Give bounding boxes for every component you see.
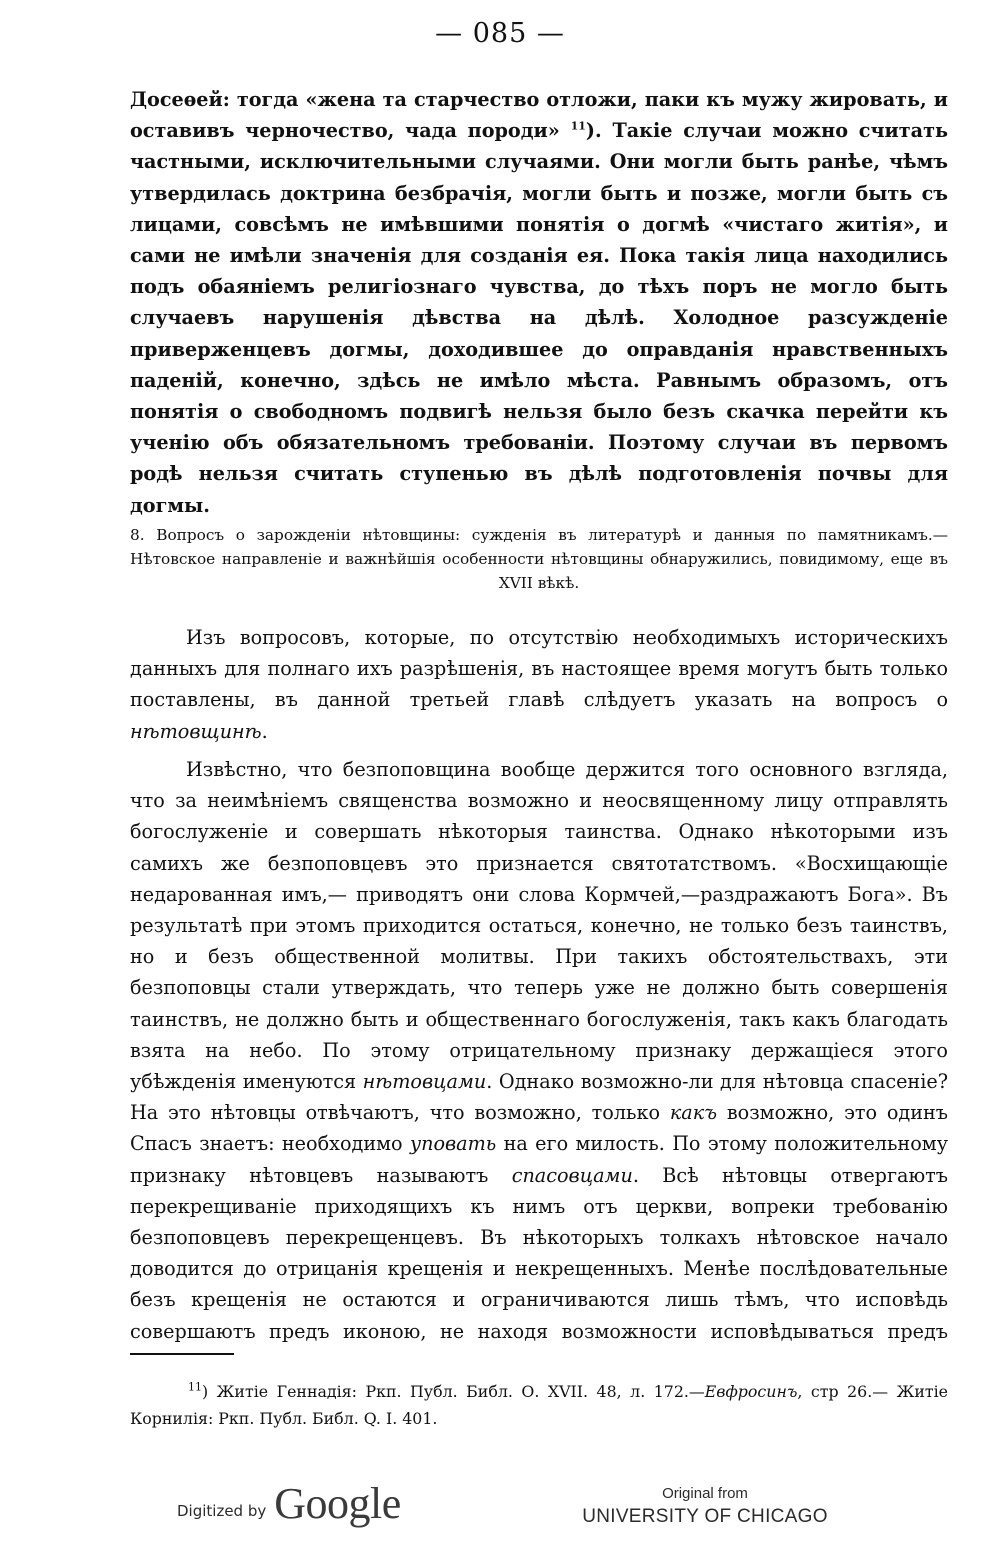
google-logo: Google [274, 1478, 401, 1528]
paragraph-2-emphasis-4: спасовцами [511, 1163, 633, 1187]
original-institution: UNIVERSITY OF CHICAGO [582, 1506, 828, 1527]
footnote-divider [130, 1353, 234, 1355]
paragraph-1 [130, 622, 948, 747]
paragraph-2-text-4: на его милость. По этому положительному признаку нѣтовцевъ называютъ [130, 1132, 948, 1187]
paragraph-2-text-2: . Однако возможно-ли для нѣтовца спасеніе? На это нѣтовцы отвѣчаютъ, что возможно, только [130, 1070, 948, 1125]
footnote-mark: 11 [188, 1380, 202, 1394]
paragraph-2-emphasis-2: какъ [669, 1101, 717, 1125]
paragraph-1-emphasis: нѣтовщинѣ [130, 719, 262, 743]
footnote-text-1: ) Житіе Геннадія: Ркп. Публ. Библ. О. XVII. 48, л. 172.— [202, 1382, 705, 1401]
paragraph-2-emphasis-3: уповать [409, 1132, 497, 1156]
digitized-by-watermark [177, 1468, 401, 1538]
paragraph-2 [130, 754, 948, 1347]
footnote-text-2: , стр 26.— Житіе Корнилія: Ркп. Публ. Библ. Q. I. 401. [130, 1382, 948, 1428]
paragraph-2-text-1: Извѣстно, что безпоповщина вообще держится того основного взгляда, что за неимѣніемъ священства возможно и неосвященному лицу отправлять богослуженіе и совершать нѣкоторыя таинства. Однако нѣкоторыми изъ самихъ же безпоповцевъ это признается святотатствомъ. «Восхищающіе недарованная имъ,— приводятъ они слова Кормчей,—раздражаютъ Бога». Въ результатѣ при этомъ приходится остаться, конечно, не только безъ таинствъ, но и безъ общественной молитвы. При такихъ обстоятельствахъ, эти безпоповцы стали утверждать, что теперь уже не должно быть совершенія таинствъ, не должно быть и общественнаго богослуженія, такъ какъ благодать взята на небо. По этому отрицательному признаку держащіеся этого убѣжденія именуются [130, 758, 948, 1094]
intro-paragraph [130, 84, 948, 521]
paragraph-2-text-3: возможно, это одинъ Спасъ знаетъ: необходимо [130, 1101, 948, 1156]
paragraph-2-text-5: . Всѣ нѣтовцы отвергаютъ перекрещиваніе приходящихъ къ нимъ отъ церкви, вопреки требованію безпоповцевъ перекрещенцевъ. Въ нѣкоторыхъ толкахъ нѣтовское начало доводится до отрицанія крещенія и некрещенныхъ. Менѣе послѣдовательные безъ крещенія не остаются и ограничиваются лишь тѣмъ, что исповѣдь совершаютъ предъ иконою, не находя возможности исповѣдываться предъ [130, 1163, 948, 1343]
digitized-label: Digitized by [177, 1502, 267, 1520]
section-heading: 8. Вопросъ о зарожденіи нѣтовщины: сужденія въ литературѣ и данныя по памятникамъ.—Нѣтовское направленіе и важнѣйшія особенности нѣтовщины обнаружились, повидимому, еще въ XVII вѣкѣ. [130, 526, 948, 592]
paragraph-1-end: . [261, 719, 268, 743]
paragraph-1-text: Изъ вопросовъ, которые, по отсутствію необходимыхъ историческихъ данныхъ для полнаго ихъ разрѣшенія, въ настоящее время могутъ быть только поставлены, въ данной третьей главѣ слѣдуетъ указать на вопросъ о [130, 626, 948, 712]
intro-text-start: Досеѳей: тогда «жена та старчество отложи, паки къ мужу жировать, и оставивъ черночество, чада породи» [130, 88, 948, 143]
intro-text-end: ). Такіе случаи можно считать частными, исключительными случаями. Они могли быть ранѣе, чѣмъ утвердилась доктрина безбрачія, могли быть и позже, могли быть съ лицами, совсѣмъ не имѣвшими понятія о догмѣ «чистаго житія», и сами не имѣли значенія для созданія ея. Пока такія лица находились подъ обаяніемъ религіознаго чувства, до тѣхъ поръ не могло быть случаевъ нарушенія дѣвства на дѣлѣ. Холодное разсужденіе приверженцевъ догмы, доходившее до оправданія нравственныхъ паденій, конечно, здѣсь не имѣло мѣста. Равнымъ образомъ, отъ понятія о свободномъ подвигѣ нельзя было безъ скачка перейти къ ученію объ обязательномъ требованіи. Поэтому случаи въ первомъ родѣ нельзя считать ступенью въ дѣлѣ подготовленія почвы для догмы. [130, 119, 949, 517]
paragraph-2-emphasis-1: нѣтовцами [362, 1070, 487, 1094]
footnote [130, 1378, 948, 1432]
page-number: — 085 — [435, 18, 565, 49]
original-source-watermark [560, 1484, 850, 1530]
footnote-reference[interactable]: 11 [570, 119, 586, 133]
original-label: Original from [662, 1485, 748, 1502]
footnote-emphasis: Евфросинъ [704, 1382, 798, 1401]
